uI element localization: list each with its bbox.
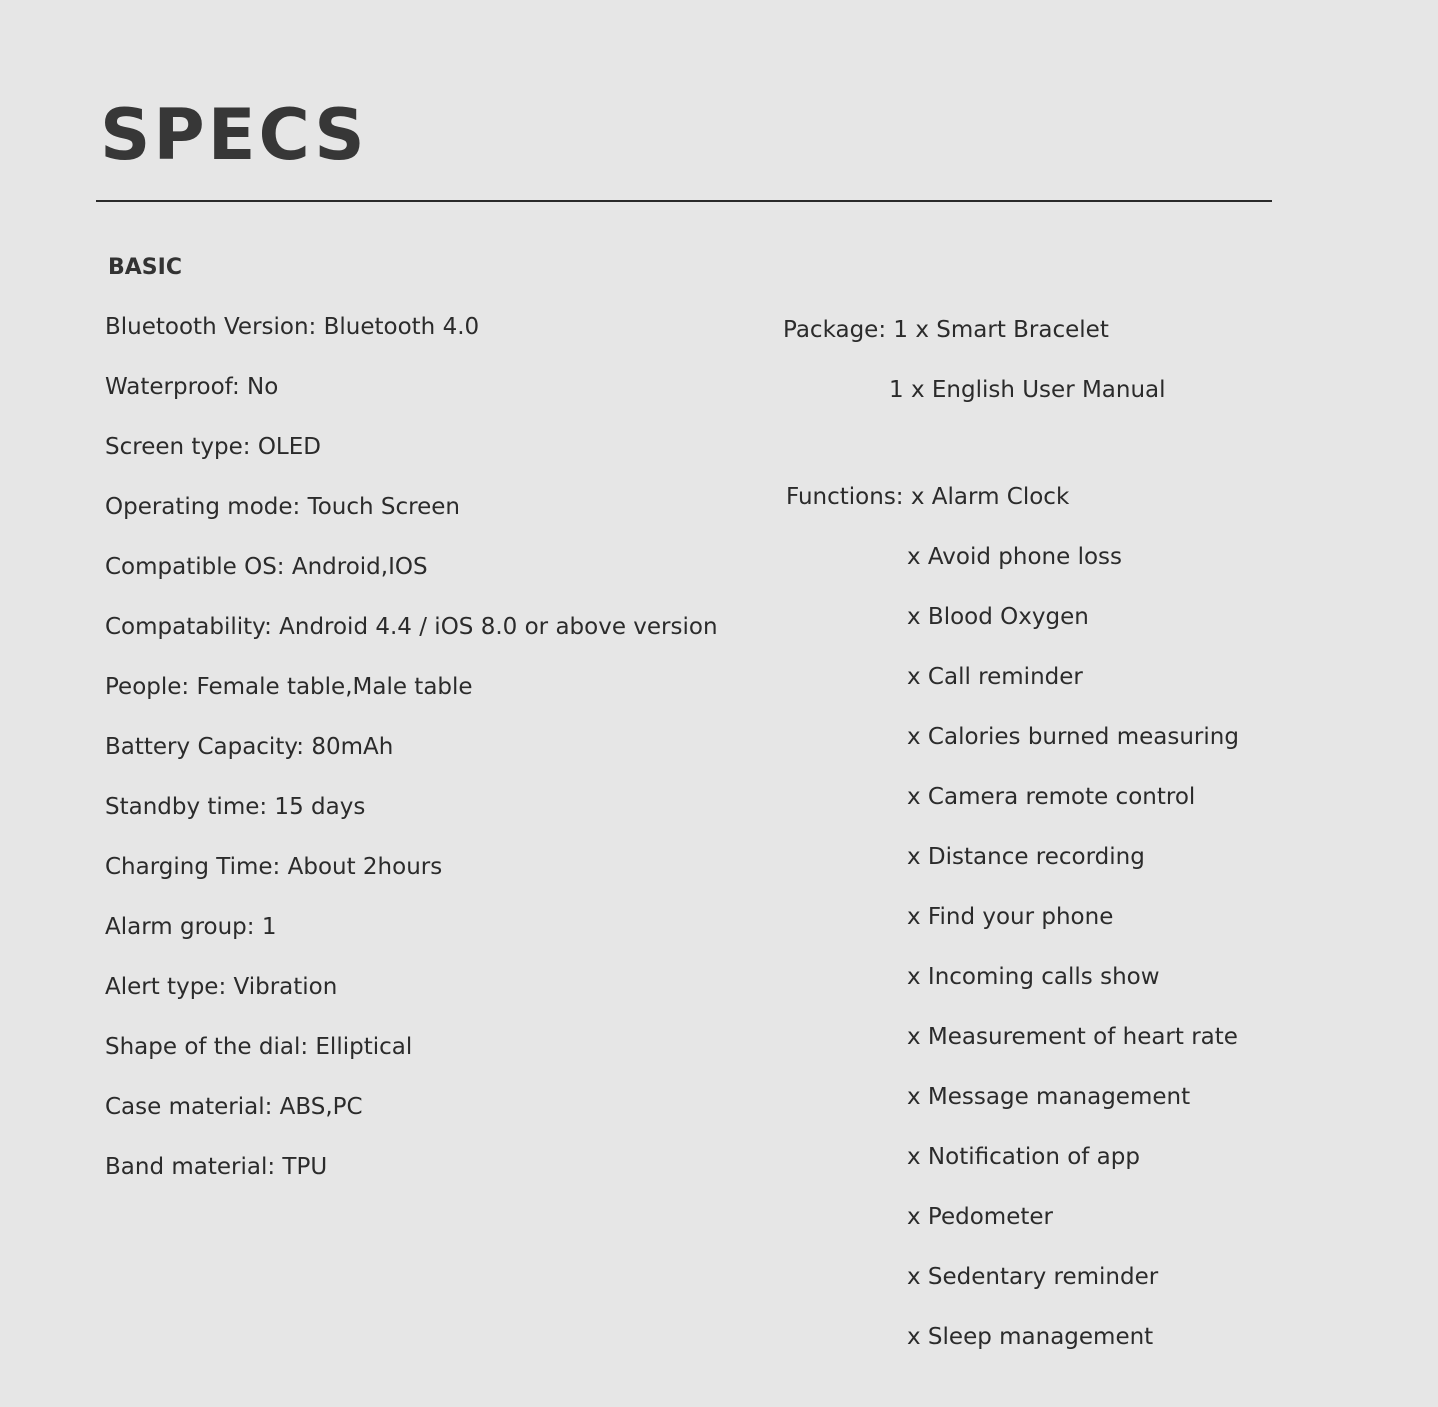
- function-item: x Blood Oxygen: [907, 604, 1089, 630]
- function-item: x Camera remote control: [907, 784, 1196, 810]
- package-row: [783, 360, 1166, 420]
- function-item: x Sleep management: [907, 1324, 1154, 1350]
- spec-item: Bluetooth Version: Bluetooth 4.0: [105, 314, 480, 340]
- function-item: x Notification of app: [907, 1144, 1140, 1170]
- spec-item: Compatability: Android 4.4 / iOS 8.0 or above version: [105, 614, 718, 640]
- section-heading-basic: BASIC: [108, 255, 182, 280]
- function-item: x Message management: [907, 1084, 1191, 1110]
- spec-item: Operating mode: Touch Screen: [105, 494, 460, 520]
- spec-item: Charging Time: About 2hours: [105, 854, 443, 880]
- package-item: 1 x Smart Bracelet: [893, 317, 1109, 343]
- spec-item: Battery Capacity: 80mAh: [105, 734, 394, 760]
- spec-item: Standby time: 15 days: [105, 794, 366, 820]
- spec-item: Waterproof: No: [105, 374, 279, 400]
- package-section: [783, 300, 1166, 420]
- functions-list: [786, 527, 1239, 1367]
- page-title: SPECS: [100, 94, 368, 176]
- spec-item: Shape of the dial: Elliptical: [105, 1034, 413, 1060]
- package-row: [783, 300, 1166, 360]
- function-item: x Sedentary reminder: [907, 1264, 1159, 1290]
- spec-item: Screen type: OLED: [105, 434, 321, 460]
- spec-item: Alert type: Vibration: [105, 974, 338, 1000]
- function-item: x Incoming calls show: [907, 964, 1160, 990]
- package-label: Package:: [783, 317, 887, 343]
- function-item: x Find your phone: [907, 904, 1114, 930]
- functions-label: Functions:: [786, 484, 904, 510]
- function-item: x Call reminder: [907, 664, 1083, 690]
- function-item: x Alarm Clock: [910, 484, 1070, 510]
- spec-item: Alarm group: 1: [105, 914, 277, 940]
- function-item: x Distance recording: [907, 844, 1145, 870]
- function-item: x Measurement of heart rate: [907, 1024, 1238, 1050]
- spec-item: Case material: ABS,PC: [105, 1094, 363, 1120]
- function-item: x Pedometer: [907, 1204, 1053, 1230]
- functions-section: [786, 467, 1239, 1367]
- functions-row: [786, 467, 1239, 527]
- spec-list: [105, 297, 718, 1197]
- package-item: 1 x English User Manual: [889, 377, 1166, 403]
- function-item: x Avoid phone loss: [907, 544, 1123, 570]
- spec-item: Compatible OS: Android,IOS: [105, 554, 428, 580]
- spec-item: People: Female table,Male table: [105, 674, 473, 700]
- title-divider: [96, 200, 1272, 202]
- spec-item: Band material: TPU: [105, 1154, 328, 1180]
- function-item: x Calories burned measuring: [907, 724, 1239, 750]
